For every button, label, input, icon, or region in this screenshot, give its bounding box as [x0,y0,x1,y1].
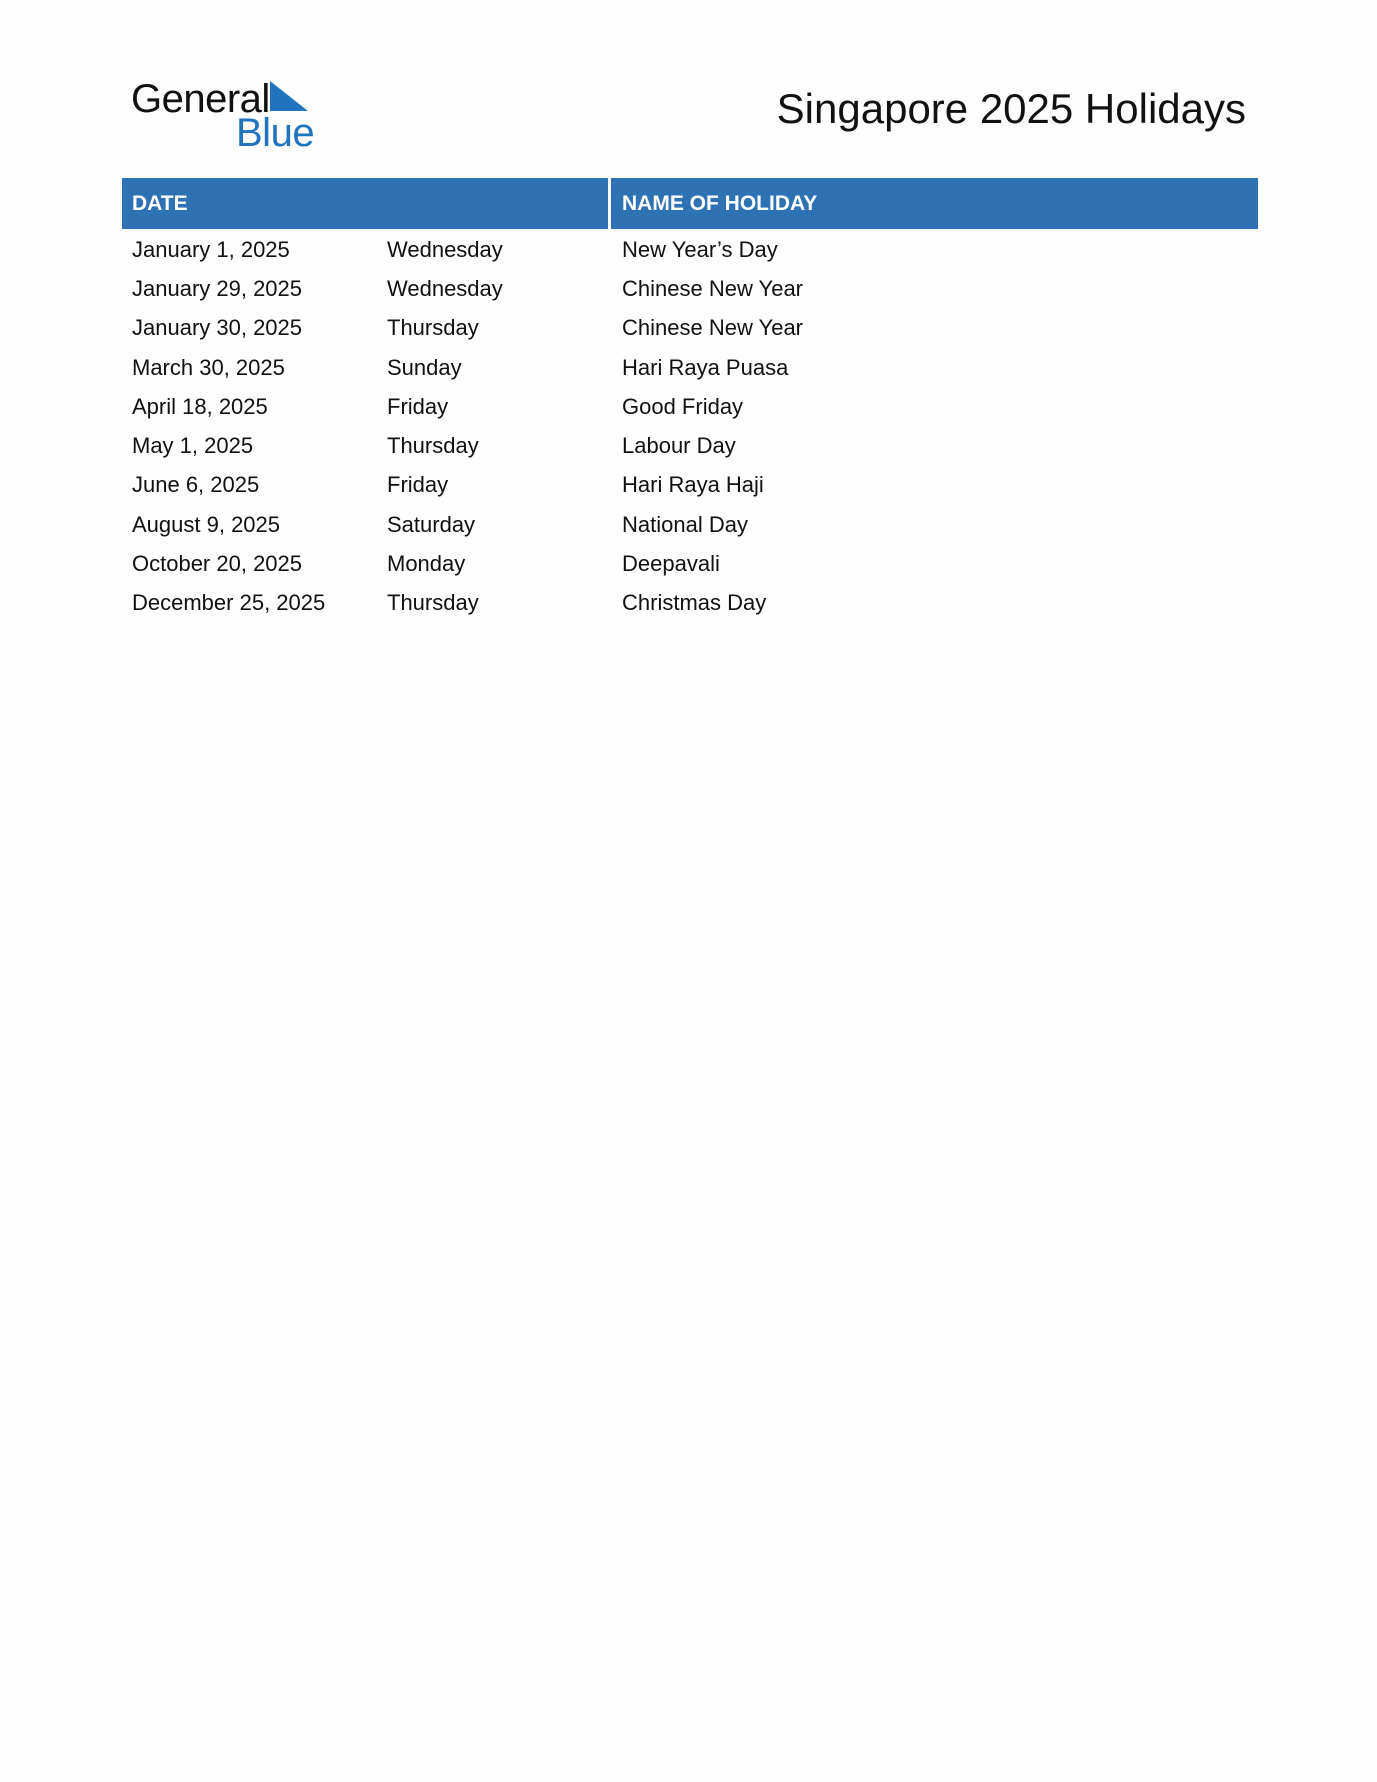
cell-weekday: Thursday [387,590,479,616]
cell-holiday-name: Chinese New Year [622,275,804,301]
cell-holiday-name: Hari Raya Puasa [622,354,789,380]
cell-weekday: Friday [387,393,449,419]
cell-weekday: Monday [387,551,466,577]
cell-weekday: Thursday [387,315,479,341]
logo-text-general: General [131,77,270,121]
logo-text-blue: Blue [236,111,315,155]
cell-weekday: Wednesday [387,236,503,262]
table-row [122,426,1258,465]
generalblue-logo [131,76,331,155]
cell-date: January 30, 2025 [132,315,303,341]
triangle-icon [270,81,308,111]
cell-holiday-name: New Year’s Day [622,236,778,262]
table-row [122,309,1258,348]
table-row [122,584,1258,623]
column-header-date: DATE [122,178,608,229]
cell-date: August 9, 2025 [132,511,281,537]
cell-holiday-name: National Day [622,511,748,537]
cell-date: January 1, 2025 [132,236,290,262]
cell-date: October 20, 2025 [132,551,303,577]
table-row [122,348,1258,387]
table-row [122,387,1258,426]
table-row [122,505,1258,544]
cell-date: April 18, 2025 [132,393,268,419]
cell-weekday: Thursday [387,433,479,459]
table-row [122,230,1258,269]
cell-holiday-name: Labour Day [622,433,736,459]
cell-date: March 30, 2025 [132,354,285,380]
table-body [122,229,1258,623]
cell-date: May 1, 2025 [132,433,254,459]
table-row [122,466,1258,505]
holidays-table [122,178,1258,623]
cell-weekday: Sunday [387,354,462,380]
cell-weekday: Wednesday [387,275,503,301]
cell-date: December 25, 2025 [132,590,326,616]
column-header-holiday-name: NAME OF HOLIDAY [611,178,1258,229]
cell-date: June 6, 2025 [132,472,260,498]
cell-holiday-name: Good Friday [622,393,744,419]
cell-date: January 29, 2025 [132,275,303,301]
cell-weekday: Saturday [387,511,476,537]
table-row [122,269,1258,308]
table-row [122,544,1258,583]
cell-holiday-name: Chinese New Year [622,315,804,341]
cell-weekday: Friday [387,472,449,498]
table-header [122,178,1258,229]
page-title: Singapore 2025 Holidays [776,85,1246,132]
cell-holiday-name: Hari Raya Haji [622,472,764,498]
cell-holiday-name: Deepavali [622,551,720,577]
cell-holiday-name: Christmas Day [622,590,767,616]
